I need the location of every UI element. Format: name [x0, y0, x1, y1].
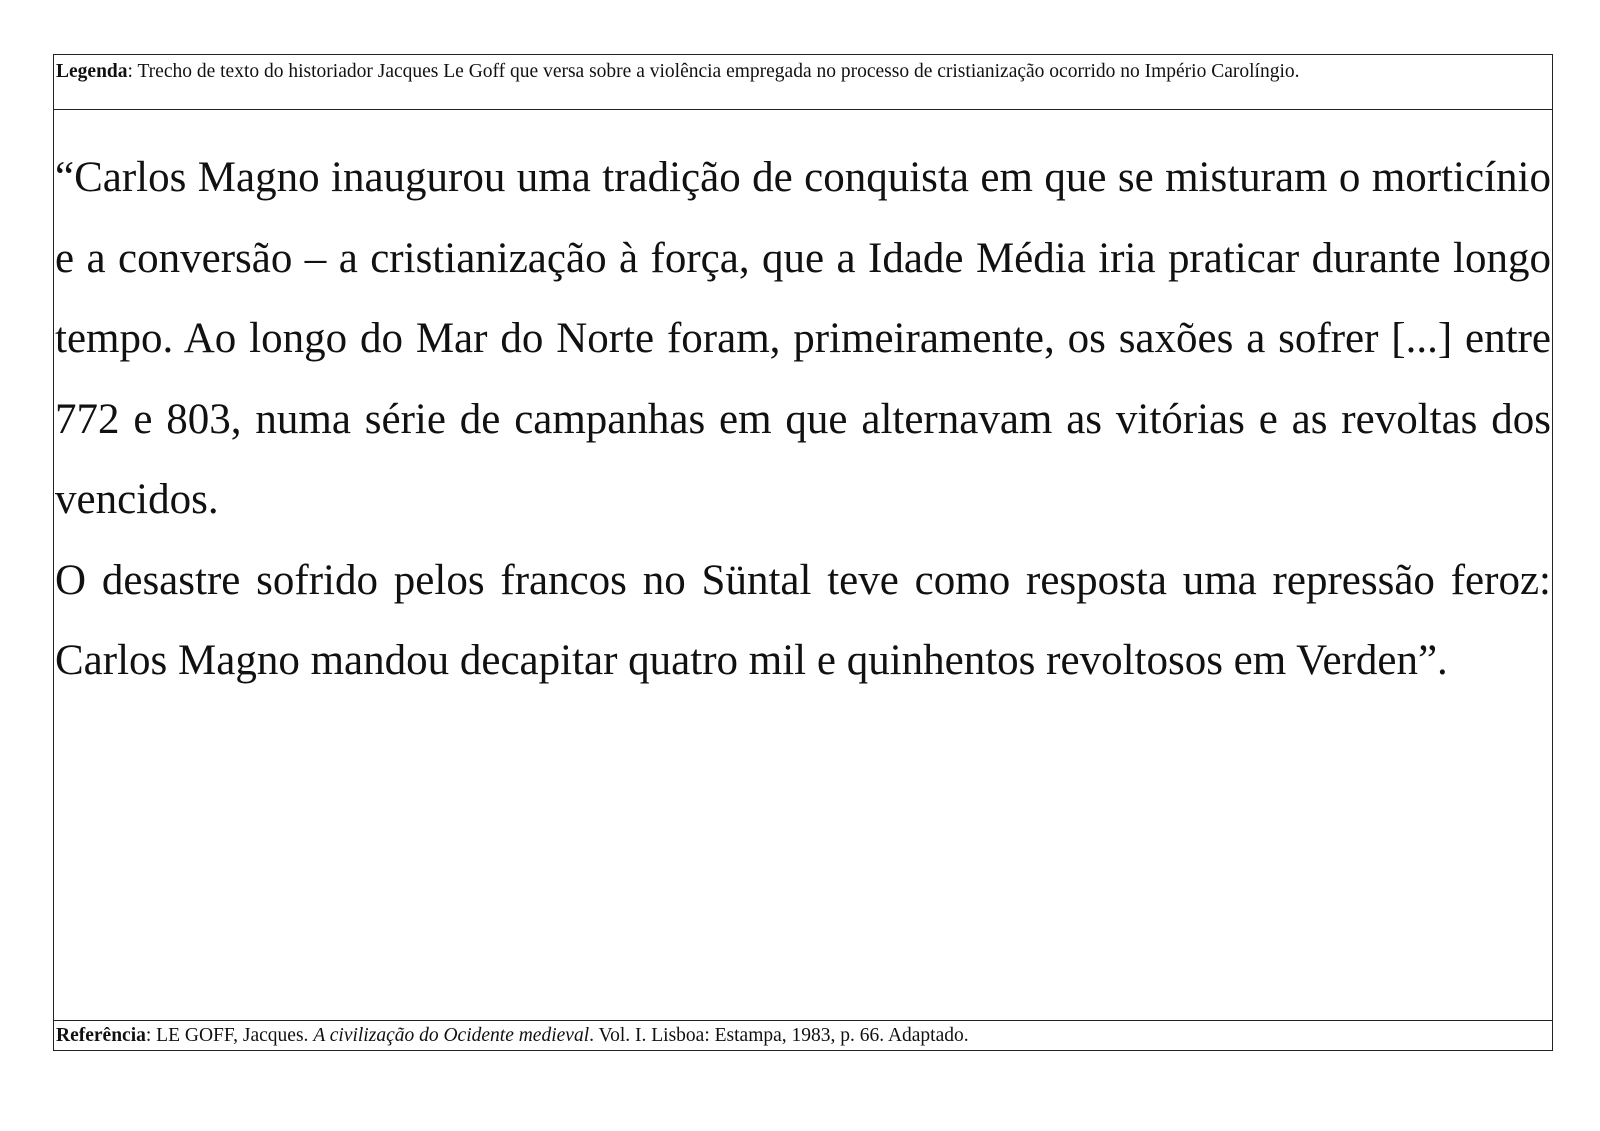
legend-label: Legenda — [56, 61, 128, 82]
quote-paragraph-1: “Carlos Magno inaugurou uma tradição de conquista em que se misturam o morticínio e a conversão – a cristianização à força, que a Idade Média iria praticar durante longo tempo. Ao longo do Mar do Norte foram, primeiramente, os saxões a sofrer [...] entre 772 e 803, numa série de campanhas em que alternavam as vitórias e as revoltas dos vencidos. — [55, 154, 1551, 523]
quote-body — [54, 110, 1552, 702]
reference-label: Referência — [56, 1025, 146, 1046]
reference-suffix: . Vol. I. Lisboa: Estampa, 1983, p. 66. Adaptado. — [589, 1025, 969, 1046]
document-frame — [53, 54, 1553, 1051]
reference-prefix: : LE GOFF, Jacques. — [145, 1025, 314, 1046]
reference-row — [54, 1020, 1552, 1050]
legend-text: : Trecho de texto do historiador Jacques Le Goff que versa sobre a violência empregada no processo de cristianização ocorrido no Império Carolíngio. — [127, 61, 1300, 82]
reference-book-title: A civilização do Ocidente medieval — [313, 1025, 590, 1046]
quote-paragraph-2: O desastre sofrido pelos francos no Süntal teve como resposta uma repressão feroz: Carlos Magno mandou decapitar quatro mil e quinhentos revoltosos em Verden”. — [55, 556, 1551, 684]
legend-row — [54, 55, 1552, 110]
